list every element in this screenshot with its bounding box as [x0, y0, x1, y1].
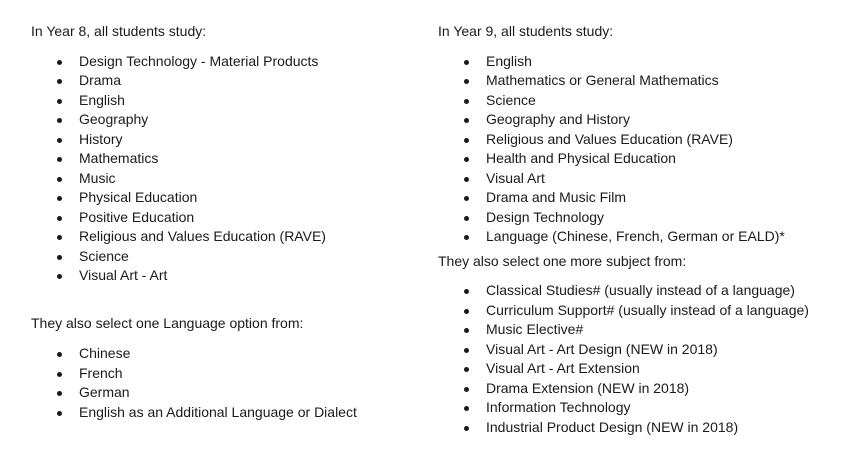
list-item-label: Visual Art - Art: [79, 267, 168, 283]
list-item-label: French: [79, 364, 123, 381]
list-item-label: Drama and Music Film: [486, 189, 627, 205]
list-item-label: Drama: [79, 72, 122, 88]
language-option-item: [31, 403, 421, 423]
bullet-icon: [57, 235, 62, 240]
bullet-icon: [57, 177, 62, 182]
year8-intro: In Year 8, all students study:: [31, 23, 207, 39]
list-item-label: Science: [486, 91, 536, 108]
list-item-label: Religious and Values Education (RAVE): [79, 228, 326, 244]
year9-subject-item: [438, 208, 848, 228]
list-item-label: Mathematics or General Mathematics: [486, 72, 719, 88]
language-intro: They also select one Language option from:: [31, 314, 304, 331]
bullet-icon: [464, 118, 469, 123]
year8-subject-item: [31, 130, 421, 150]
year8-column: [31, 22, 421, 422]
extra-subject-item: [438, 340, 848, 360]
year9-subject-item: [438, 52, 848, 72]
year9-column: [438, 22, 848, 437]
bullet-icon: [464, 60, 469, 65]
list-item-label: Visual Art - Art Extension: [486, 360, 640, 376]
bullet-icon: [464, 138, 469, 143]
bullet-icon: [57, 157, 62, 162]
extra-subject-intro: They also select one more subject from:: [438, 252, 687, 269]
list-item-label: Design Technology - Material Products: [79, 52, 319, 69]
year8-subject-item: [31, 91, 421, 111]
year9-subject-item: [438, 110, 848, 130]
bullet-icon: [57, 79, 62, 84]
list-item-label: Geography and History: [486, 111, 630, 127]
bullet-icon: [464, 99, 469, 104]
bullet-icon: [464, 426, 469, 431]
list-item-label: Geography: [79, 111, 149, 127]
bullet-icon: [464, 367, 469, 372]
year9-subject-item: [438, 130, 848, 150]
list-item-label: Religious and Values Education (RAVE): [486, 130, 733, 147]
bullet-icon: [464, 309, 469, 314]
year9-subject-item: [438, 227, 848, 247]
bullet-icon: [464, 387, 469, 392]
bullet-icon: [464, 216, 469, 221]
year8-subject-item: [31, 227, 421, 247]
list-item-label: English as an Additional Language or Dialect: [79, 403, 357, 420]
language-option-list: [31, 344, 421, 422]
year9-intro: In Year 9, all students study:: [438, 23, 614, 39]
bullet-icon: [464, 79, 469, 84]
year9-subject-item: [438, 149, 848, 169]
bullet-icon: [57, 216, 62, 221]
year8-subject-item: [31, 247, 421, 267]
extra-subject-item: [438, 379, 848, 399]
list-item-label: English: [486, 52, 532, 69]
year9-subject-item: [438, 71, 848, 91]
extra-subject-item: [438, 281, 848, 301]
list-item-label: Science: [79, 247, 129, 264]
bullet-icon: [464, 235, 469, 240]
bullet-icon: [57, 118, 62, 123]
bullet-icon: [464, 157, 469, 162]
bullet-icon: [464, 177, 469, 182]
bullet-icon: [464, 289, 469, 294]
list-item-label: Industrial Product Design (NEW in 2018): [486, 418, 739, 435]
bullet-icon: [57, 99, 62, 104]
bullet-icon: [464, 328, 469, 333]
year8-subject-item: [31, 169, 421, 189]
year9-subject-list: [438, 52, 848, 247]
list-item-label: Positive Education: [79, 208, 195, 225]
extra-subject-item: [438, 301, 848, 321]
list-item-label: Music: [79, 169, 116, 186]
year8-subject-list: [31, 52, 421, 286]
year8-subject-item: [31, 110, 421, 130]
list-item-label: English: [79, 91, 125, 108]
year9-subject-item: [438, 188, 848, 208]
bullet-icon: [57, 411, 62, 416]
language-option-item: [31, 344, 421, 364]
year8-subject-item: [31, 71, 421, 91]
extra-subject-list: [438, 281, 848, 437]
list-item-label: Physical Education: [79, 189, 198, 205]
year9-subject-item: [438, 169, 848, 189]
bullet-icon: [464, 406, 469, 411]
list-item-label: Information Technology: [486, 399, 631, 415]
list-item-label: Mathematics: [79, 150, 159, 166]
list-item-label: Chinese: [79, 345, 131, 361]
list-item-label: Music Elective#: [486, 321, 584, 337]
year8-subject-item: [31, 52, 421, 72]
year9-subject-item: [438, 91, 848, 111]
year8-subject-item: [31, 208, 421, 228]
year8-subject-item: [31, 149, 421, 169]
language-option-item: [31, 364, 421, 384]
list-item-label: Visual Art - Art Design (NEW in 2018): [486, 340, 718, 357]
year8-subject-item: [31, 266, 421, 286]
list-item-label: German: [79, 384, 130, 400]
extra-subject-item: [438, 359, 848, 379]
bullet-icon: [57, 372, 62, 377]
list-item-label: Classical Studies# (usually instead of a language): [486, 282, 795, 298]
bullet-icon: [464, 348, 469, 353]
list-item-label: History: [79, 130, 123, 147]
year8-subject-item: [31, 188, 421, 208]
bullet-icon: [57, 138, 62, 143]
language-option-item: [31, 383, 421, 403]
list-item-label: Design Technology: [486, 208, 605, 225]
extra-subject-item: [438, 398, 848, 418]
list-item-label: Health and Physical Education: [486, 150, 676, 166]
list-item-label: Visual Art: [486, 169, 545, 186]
bullet-icon: [57, 391, 62, 396]
list-item-label: Curriculum Support# (usually instead of a language): [486, 301, 809, 318]
bullet-icon: [57, 274, 62, 279]
bullet-icon: [57, 60, 62, 65]
extra-subject-item: [438, 418, 848, 438]
bullet-icon: [57, 352, 62, 357]
list-item-label: Drama Extension (NEW in 2018): [486, 379, 690, 396]
list-item-label: Language (Chinese, French, German or EALD)*: [486, 228, 785, 244]
bullet-icon: [464, 196, 469, 201]
bullet-icon: [57, 196, 62, 201]
bullet-icon: [57, 255, 62, 260]
extra-subject-item: [438, 320, 848, 340]
